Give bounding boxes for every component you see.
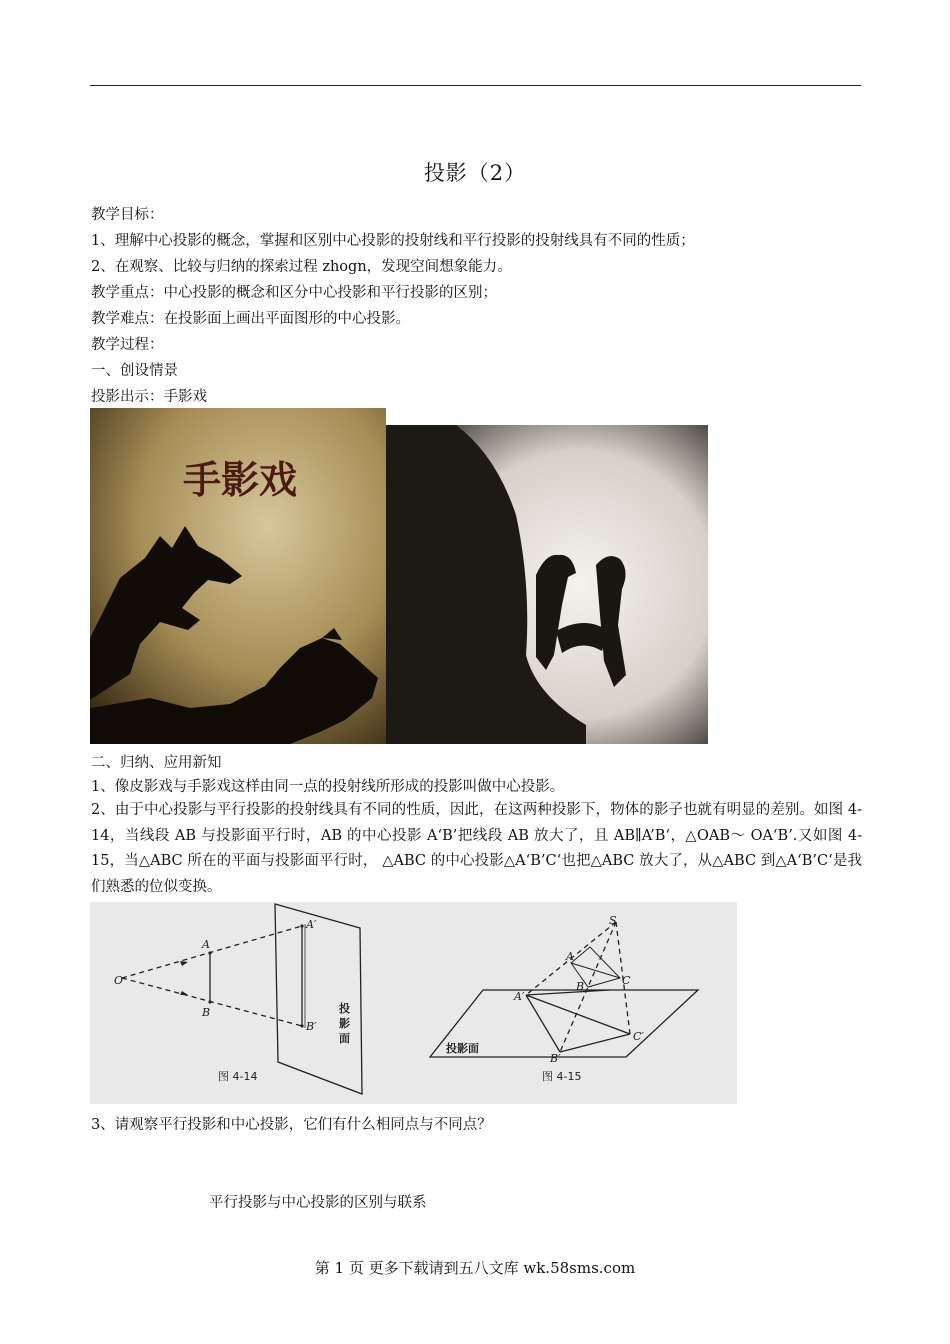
label-A-prime: A′	[306, 918, 317, 931]
projection-figure	[90, 902, 737, 1104]
paragraph: 2、由于中心投影与平行投影的投射线具有不同的性质，因此，在这两种投影下，物体的影子也就有明显的差别。如图 4-14，当线段 AB 与投影面平行时，AB 的中心投影 A‘B’把线段 AB 放大了，且 AB∥A’B‘，△OAB～ OA‘B’.又如图 4-15，当△ABC 所在的平面与投影面平行时， △ABC 的中心投影△A‘B’C‘也把△ABC 放大了，从△ABC 到△A‘B’C‘是我们熟悉的位似变换。	[91, 802, 862, 895]
figure-caption: 图 4-15	[542, 1070, 582, 1083]
text-line: 教学重点：中心投影的概念和区分中心投影和平行投影的区别；	[91, 285, 497, 301]
label-A: A	[202, 938, 210, 951]
label-C: C	[622, 974, 631, 987]
section-heading: 二、归纳、应用新知	[91, 755, 222, 771]
text-line: 投影出示：手影戏	[91, 389, 207, 405]
label-B-prime: B′	[306, 1020, 317, 1033]
label-A-prime: A′	[514, 990, 525, 1003]
text-line: 1、像皮影戏与手影戏这样由同一点的投射线所形成的投影叫做中心投影。	[91, 779, 565, 795]
plane-label: 投影面	[446, 1042, 479, 1055]
page-footer: 第 1 页 更多下载请到五八文库 wk.58sms.com	[314, 1259, 636, 1277]
figure-caption: 图 4-14	[218, 1070, 258, 1083]
section-heading: 一、创设情景	[91, 363, 178, 379]
text-line: 教学目标：	[91, 207, 164, 223]
page-title: 投影（2）	[423, 161, 527, 185]
label-A: A	[566, 950, 574, 963]
plane-label-char: 投	[339, 1002, 350, 1015]
label-B-prime: B′	[550, 1052, 561, 1065]
text-line: 1、理解中心投影的概念，掌握和区别中心投影的投射线和平行投影的投射线具有不同的性质；	[91, 233, 695, 249]
text-line: 教学过程：	[91, 337, 164, 353]
plane-label-char: 影	[339, 1017, 350, 1030]
label-B: B	[576, 980, 585, 993]
hand-shadow-silhouette-image	[386, 425, 708, 744]
plane-label-char: 面	[339, 1032, 350, 1045]
label-C-prime: C′	[633, 1030, 644, 1043]
label-S: S	[609, 914, 617, 927]
header-rule	[90, 85, 861, 86]
photo-caption: 手影戏	[182, 457, 298, 502]
text-line: 教学难点：在投影面上画出平面图形的中心投影。	[91, 311, 410, 327]
text-line: 2、在观察、比较与归纳的探索过程 zhogn，发现空间想象能力。	[91, 259, 512, 275]
question-line: 3、请观察平行投影和中心投影，它们有什么相同点与不同点？	[91, 1117, 492, 1133]
hand-shadow-dog-image	[90, 408, 386, 744]
label-O: O	[114, 974, 124, 987]
subheading: 平行投影与中心投影的区别与联系	[209, 1195, 427, 1211]
label-B: B	[202, 1006, 211, 1019]
